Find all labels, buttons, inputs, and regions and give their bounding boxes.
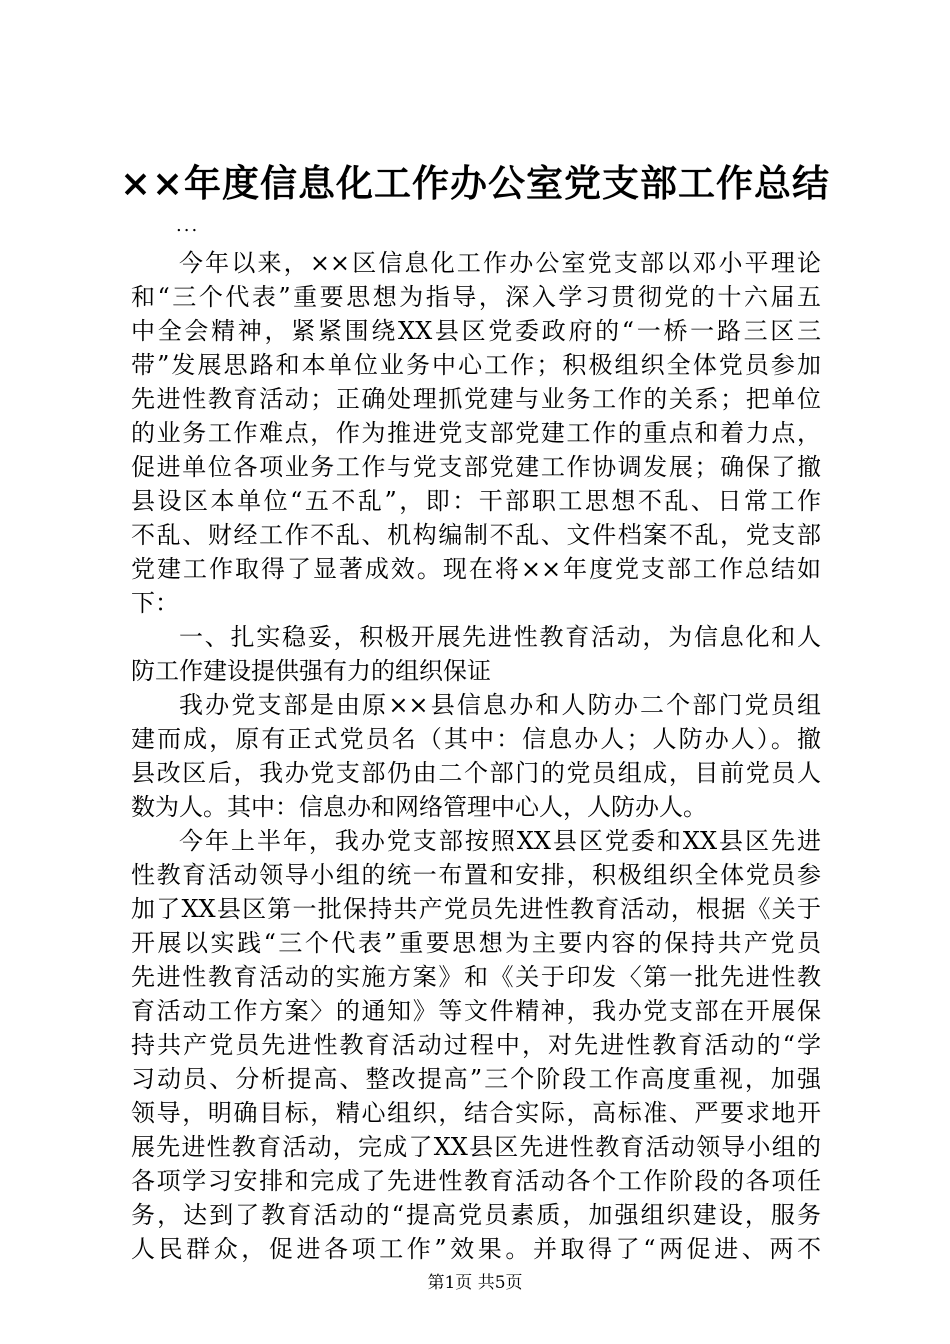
paragraph-line: 今年以来，××区信息化工作办公室党支部以邓小平理论 bbox=[179, 249, 821, 277]
paragraph-line: 建而成，原有正式党员名（其中：信息办人；人防办人）。撤 bbox=[131, 725, 821, 753]
paragraph-line: 持共产党员先进性教育活动过程中，对先进性教育活动的“学 bbox=[131, 1031, 821, 1059]
paragraph-line: 加了XX县区第一批保持共产党员先进性教育活动，根据《关于 bbox=[131, 895, 821, 923]
document-body bbox=[131, 246, 821, 1266]
paragraph-line: 开展以实践“三个代表”重要思想为主要内容的保持共产党员 bbox=[131, 929, 821, 957]
paragraph-line: 和“三个代表”重要思想为指导，深入学习贯彻党的十六届五 bbox=[131, 283, 821, 311]
paragraph-line: 中全会精神，紧紧围绕XX县区党委政府的“一桥一路三区三 bbox=[131, 317, 821, 345]
paragraph-line: 下： bbox=[131, 589, 179, 617]
paragraph-line: 促进单位各项业务工作与党支部党建工作协调发展；确保了撤 bbox=[131, 453, 821, 481]
paragraph-line: 展先进性教育活动，完成了XX县区先进性教育活动领导小组的 bbox=[131, 1133, 821, 1161]
paragraph-line: 数为人。其中：信息办和网络管理中心人，人防办人。 bbox=[131, 793, 707, 821]
document-title: ××年度信息化工作办公室党支部工作总结 bbox=[119, 161, 830, 205]
paragraph-line: 县改区后，我办党支部仍由二个部门的党员组成，目前党员人 bbox=[131, 759, 821, 787]
paragraph-line: 务，达到了教育活动的“提高党员素质，加强组织建设，服务 bbox=[131, 1201, 821, 1229]
paragraph-line: 不乱、财经工作不乱、机构编制不乱、文件档案不乱，党支部 bbox=[131, 521, 821, 549]
ellipsis-mark: ... bbox=[176, 215, 200, 236]
paragraph-line: 今年上半年，我办党支部按照XX县区党委和XX县区先进 bbox=[179, 827, 821, 855]
paragraph-line: 育活动工作方案〉的通知》等文件精神，我办党支部在开展保 bbox=[131, 997, 821, 1025]
paragraph-line: 领导，明确目标，精心组织，结合实际，高标准、严要求地开 bbox=[131, 1099, 821, 1127]
paragraph-line: 的业务工作难点，作为推进党支部党建工作的重点和着力点， bbox=[131, 419, 821, 447]
paragraph-line: 习动员、分析提高、整改提高”三个阶段工作高度重视，加强 bbox=[131, 1065, 821, 1093]
paragraph-line: 党建工作取得了显著成效。现在将××年度党支部工作总结如 bbox=[131, 555, 821, 583]
paragraph-line: 先进性教育活动的实施方案》和《关于印发〈第一批先进性教 bbox=[131, 963, 821, 991]
section-heading-line: 一、扎实稳妥，积极开展先进性教育活动，为信息化和人 bbox=[179, 623, 821, 651]
page-footer: 第1页 共5页 bbox=[427, 1273, 523, 1293]
paragraph-line: 带”发展思路和本单位业务中心工作；积极组织全体党员参加 bbox=[131, 351, 821, 379]
section-heading-line: 防工作建设提供强有力的组织保证 bbox=[131, 657, 491, 685]
paragraph-line: 我办党支部是由原××县信息办和人防办二个部门党员组 bbox=[179, 691, 821, 719]
paragraph-line: 人民群众，促进各项工作”效果。并取得了“两促进、两不 bbox=[131, 1235, 821, 1263]
paragraph-line: 性教育活动领导小组的统一布置和安排，积极组织全体党员参 bbox=[131, 861, 821, 889]
paragraph-line: 县设区本单位“五不乱”，即：干部职工思想不乱、日常工作 bbox=[131, 487, 821, 515]
paragraph-line: 各项学习安排和完成了先进性教育活动各个工作阶段的各项任 bbox=[131, 1167, 821, 1195]
paragraph-line: 先进性教育活动；正确处理抓党建与业务工作的关系；把单位 bbox=[131, 385, 821, 413]
